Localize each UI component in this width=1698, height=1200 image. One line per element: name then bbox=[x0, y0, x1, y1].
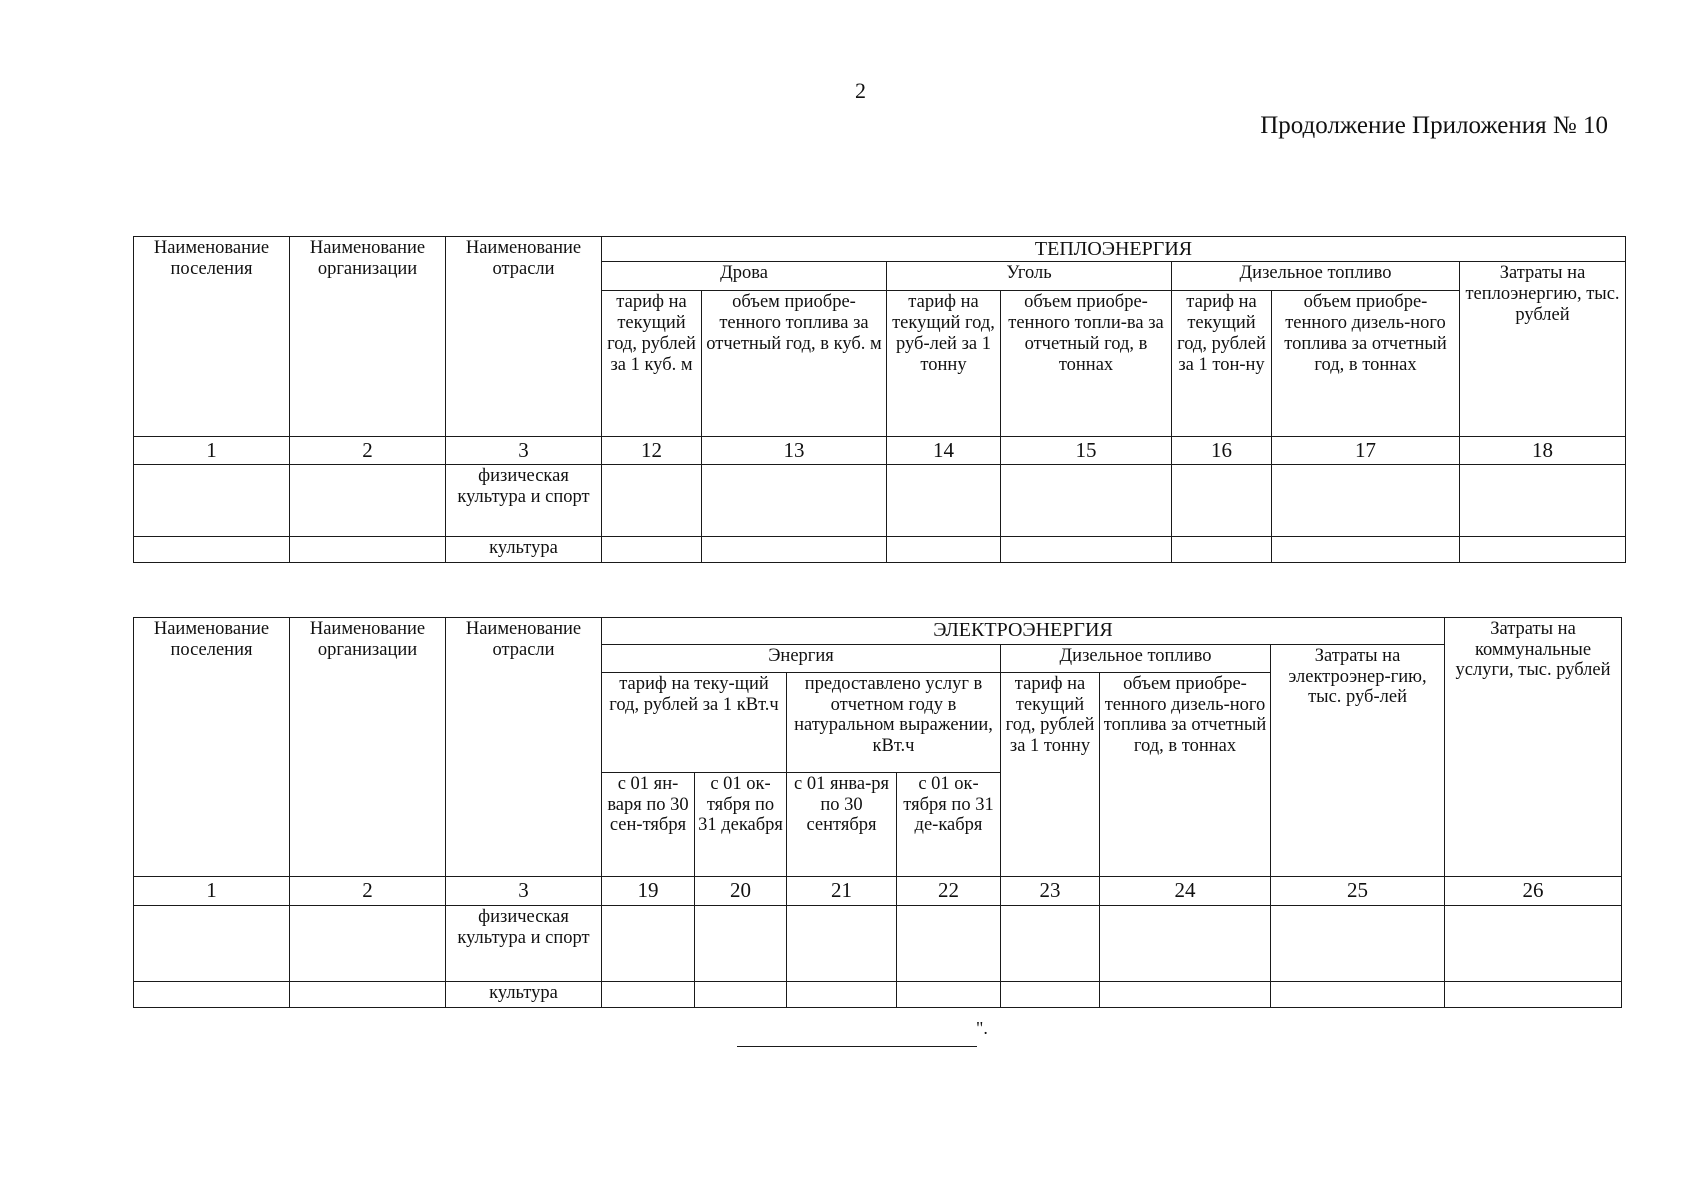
table-row bbox=[134, 465, 1626, 537]
value-cell bbox=[702, 465, 887, 537]
industry-cell: физическая культура и спорт bbox=[446, 906, 602, 982]
closing-quote-mark: ". bbox=[976, 1018, 988, 1038]
utility-costs-header: Затраты на коммунальные услуги, тыс. рублей bbox=[1445, 618, 1622, 877]
organization-cell bbox=[290, 982, 446, 1008]
column-number: 22 bbox=[897, 877, 1001, 906]
diesel-volume-header: объем приобре-тенного дизель-ного топлива за отчетный год, в тоннах bbox=[1272, 291, 1460, 437]
value-cell bbox=[887, 465, 1001, 537]
column-number: 21 bbox=[787, 877, 897, 906]
column-number: 3 bbox=[446, 437, 602, 465]
heat-costs-header: Затраты на теплоэнергию, тыс. рублей bbox=[1460, 262, 1626, 437]
value-cell bbox=[1001, 537, 1172, 563]
heat-energy-group-header: ТЕПЛОЭНЕРГИЯ bbox=[602, 237, 1626, 262]
column-number: 1 bbox=[134, 437, 290, 465]
organization-header: Наименование организации bbox=[290, 237, 446, 437]
value-cell bbox=[887, 537, 1001, 563]
electric-energy-group-header: ЭЛЕКТРОЭНЕРГИЯ bbox=[602, 618, 1445, 645]
period-jan-sep-header: с 01 ян-варя по 30 сен-тября bbox=[602, 773, 695, 877]
column-number: 16 bbox=[1172, 437, 1272, 465]
page-number: 2 bbox=[855, 78, 866, 103]
industry-cell: культура bbox=[446, 537, 602, 563]
column-number: 13 bbox=[702, 437, 887, 465]
industry-cell: культура bbox=[446, 982, 602, 1008]
table-row bbox=[134, 906, 1622, 982]
settlement-header: Наименование поселения bbox=[134, 618, 290, 877]
column-number: 14 bbox=[887, 437, 1001, 465]
column-number: 18 bbox=[1460, 437, 1626, 465]
column-number: 26 bbox=[1445, 877, 1622, 906]
firewood-tariff-header: тариф на текущий год, рублей за 1 куб. м bbox=[602, 291, 702, 437]
value-cell bbox=[702, 537, 887, 563]
energy-provided-header: предоставлено услуг в отчетном году в натуральном выражении, кВт.ч bbox=[787, 673, 1001, 773]
value-cell bbox=[787, 982, 897, 1008]
organization-header: Наименование организации bbox=[290, 618, 446, 877]
column-number-row bbox=[134, 877, 1622, 906]
period-oct-dec-header: с 01 ок-тября по 31 декабря bbox=[695, 773, 787, 877]
industry-header: Наименование отрасли bbox=[446, 618, 602, 877]
value-cell bbox=[1460, 465, 1626, 537]
firewood-volume-header: объем приобре-тенного топлива за отчетный год, в куб. м bbox=[702, 291, 887, 437]
organization-cell bbox=[290, 906, 446, 982]
closing-divider-line bbox=[737, 1046, 977, 1047]
column-number: 20 bbox=[695, 877, 787, 906]
value-cell bbox=[1271, 906, 1445, 982]
coal-header: Уголь bbox=[887, 262, 1172, 291]
coal-volume-header: объем приобре-тенного топли-ва за отчетный год, в тоннах bbox=[1001, 291, 1172, 437]
value-cell bbox=[602, 537, 702, 563]
value-cell bbox=[1100, 906, 1271, 982]
column-number: 1 bbox=[134, 877, 290, 906]
value-cell bbox=[1271, 982, 1445, 1008]
coal-tariff-header: тариф на текущий год, руб-лей за 1 тонну bbox=[887, 291, 1001, 437]
energy-tariff-header: тариф на теку-щий год, рублей за 1 кВт.ч bbox=[602, 673, 787, 773]
period-jan-sep-header: с 01 янва-ря по 30 сентября bbox=[787, 773, 897, 877]
diesel-fuel-header: Дизельное топливо bbox=[1001, 645, 1271, 673]
value-cell bbox=[787, 906, 897, 982]
column-number: 3 bbox=[446, 877, 602, 906]
diesel-volume-header: объем приобре-тенного дизель-ного топлива за отчетный год, в тоннах bbox=[1100, 673, 1271, 877]
value-cell bbox=[897, 982, 1001, 1008]
column-number: 17 bbox=[1272, 437, 1460, 465]
industry-header: Наименование отрасли bbox=[446, 237, 602, 437]
value-cell bbox=[1001, 906, 1100, 982]
organization-cell bbox=[290, 465, 446, 537]
column-number-row bbox=[134, 437, 1626, 465]
value-cell bbox=[1272, 537, 1460, 563]
settlement-header: Наименование поселения bbox=[134, 237, 290, 437]
electric-energy-table bbox=[133, 617, 1622, 1008]
value-cell bbox=[695, 982, 787, 1008]
value-cell bbox=[1172, 537, 1272, 563]
industry-cell: физическая культура и спорт bbox=[446, 465, 602, 537]
column-number: 24 bbox=[1100, 877, 1271, 906]
column-number: 23 bbox=[1001, 877, 1100, 906]
settlement-cell bbox=[134, 537, 290, 563]
value-cell bbox=[602, 465, 702, 537]
value-cell bbox=[1460, 537, 1626, 563]
column-number: 15 bbox=[1001, 437, 1172, 465]
diesel-tariff-header: тариф на текущий год, рублей за 1 тон-ну bbox=[1172, 291, 1272, 437]
value-cell bbox=[1100, 982, 1271, 1008]
column-number: 12 bbox=[602, 437, 702, 465]
settlement-cell bbox=[134, 982, 290, 1008]
column-number: 19 bbox=[602, 877, 695, 906]
value-cell bbox=[1272, 465, 1460, 537]
value-cell bbox=[1445, 982, 1622, 1008]
column-number: 2 bbox=[290, 437, 446, 465]
table-row bbox=[134, 982, 1622, 1008]
value-cell bbox=[1445, 906, 1622, 982]
column-number: 2 bbox=[290, 877, 446, 906]
table-row bbox=[134, 537, 1626, 563]
value-cell bbox=[897, 906, 1001, 982]
power-costs-header: Затраты на электроэнер-гию, тыс. руб-лей bbox=[1271, 645, 1445, 877]
value-cell bbox=[602, 982, 695, 1008]
value-cell bbox=[695, 906, 787, 982]
period-oct-dec-header: с 01 ок-тября по 31 де-кабря bbox=[897, 773, 1001, 877]
heat-energy-table bbox=[133, 236, 1626, 563]
diesel-tariff-header: тариф на текущий год, рублей за 1 тонну bbox=[1001, 673, 1100, 877]
value-cell bbox=[1001, 982, 1100, 1008]
value-cell bbox=[1172, 465, 1272, 537]
settlement-cell bbox=[134, 906, 290, 982]
energy-header: Энергия bbox=[602, 645, 1001, 673]
settlement-cell bbox=[134, 465, 290, 537]
value-cell bbox=[1001, 465, 1172, 537]
diesel-fuel-header: Дизельное топливо bbox=[1172, 262, 1460, 291]
column-number: 25 bbox=[1271, 877, 1445, 906]
appendix-title: Продолжение Приложения № 10 bbox=[1260, 112, 1608, 139]
organization-cell bbox=[290, 537, 446, 563]
value-cell bbox=[602, 906, 695, 982]
firewood-header: Дрова bbox=[602, 262, 887, 291]
